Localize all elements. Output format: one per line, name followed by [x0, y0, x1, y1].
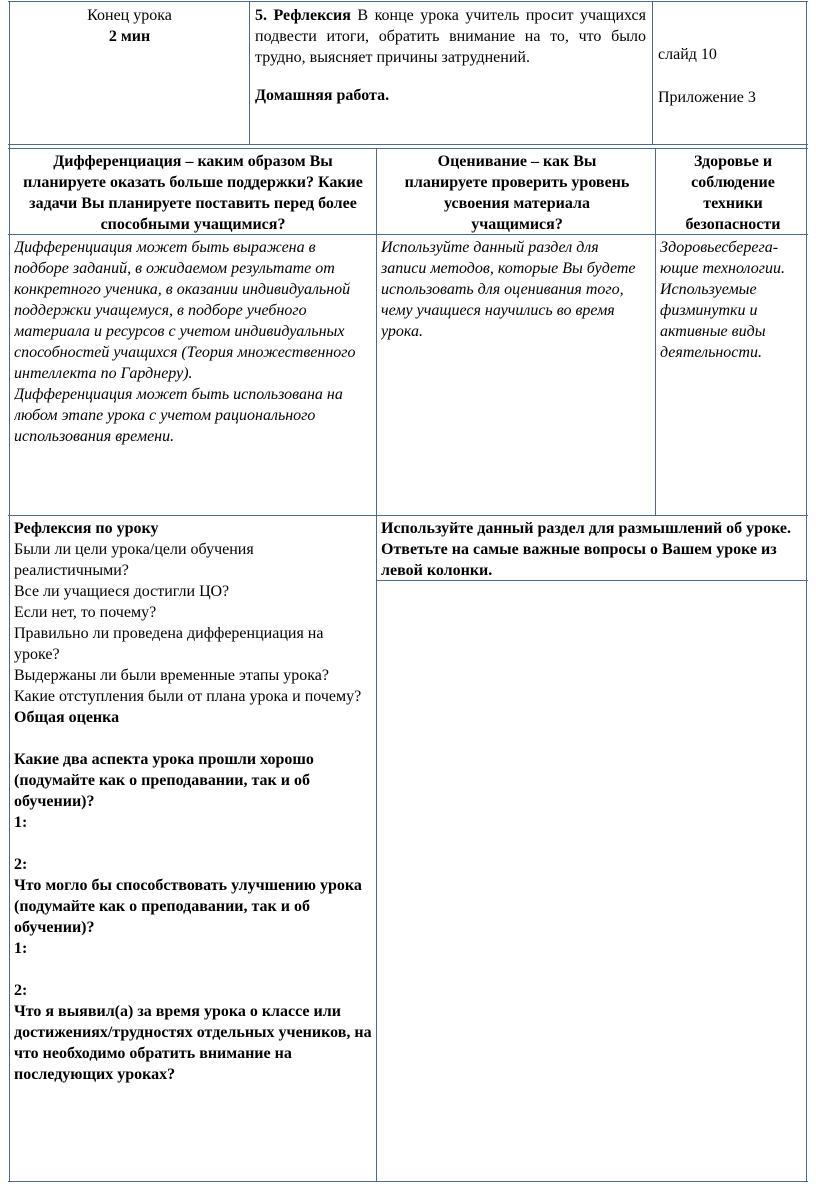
col-divider-top-1 [249, 1, 250, 144]
row-divider-1 [8, 144, 808, 145]
answer-number-2: 2: [14, 856, 28, 873]
homework-label: Домашняя работа. [255, 87, 390, 104]
health-notes: Здоровьесберегающие технологии. Используемые физминутки и активные виды деятельности. [660, 239, 785, 361]
reflection-question: Какие отступления были от плана урока и почему? [14, 688, 362, 705]
question-improve: Что могло бы способствовать улучшению урока (подумайте как о преподавании, так и об обучении)? [14, 877, 362, 936]
reflection-instruction: Используйте данный раздел для размышлений об уроке. Ответьте на самые важные вопросы о Вашем уроке из левой колонки. [381, 520, 791, 578]
row-divider-1b [8, 148, 808, 149]
col-divider-mid-1 [376, 148, 377, 1181]
reflection-question: Правильно ли проведена дифференциация на уроке? [14, 625, 324, 663]
reflection-question: Выдержаны ли были временные этапы урока? [14, 667, 329, 684]
answer-number-1: 1: [14, 940, 28, 957]
assessment-header: Оценивание – как Вы планируете проверить уровень усвоения материала учащимися? [404, 153, 630, 233]
reflection-answer-area[interactable] [379, 583, 804, 1179]
assessment-notes: Используйте данный раздел для записи методов, которые Вы будете использовать для оценивания того, чему учащиеся научились во время урока. [381, 239, 636, 340]
reflection-question: Если нет, то почему? [14, 604, 157, 621]
differentiation-header: Дифференциация – каким образом Вы планируете оказать больше поддержки? Какие задачи Вы планируете поставить перед более способными учащимися? [23, 153, 363, 233]
table-border-bottom [8, 1181, 808, 1182]
answer-number-2: 2: [14, 982, 28, 999]
col-divider-mid-2 [655, 148, 656, 515]
differentiation-notes [14, 237, 372, 513]
row-divider-2 [8, 234, 808, 235]
stage-cell [12, 5, 247, 140]
step-title: 5. Рефлексия [255, 7, 351, 24]
step-text: В конце урока учитель просит учащихся подвести итоги, обратить внимание на то, что было трудно, выясняет причины затруднений. [255, 7, 646, 66]
reflection-title: Рефлексия по уроку [14, 520, 159, 537]
lesson-plan-page [8, 0, 808, 1188]
col-divider-top-2 [652, 1, 653, 144]
step-cell [255, 5, 646, 140]
question-learned: Что я выявил(а) за время урока о классе или достижениях/трудностях отдельных учеников, на что необходимо обратить внимание на последующих уроках? [14, 1003, 372, 1083]
health-header: Здоровье и соблюдение техники безопасности [685, 153, 781, 233]
slide-ref: слайд 10 [658, 46, 717, 63]
stage-name: Конец урока [87, 7, 172, 24]
differentiation-note-2: Дифференциация может быть использована на любом этапе урока с учетом рационального использования времени. [14, 386, 343, 445]
table-border-top [8, 1, 808, 2]
reflection-question: Были ли цели урока/цели обучения реалистичными? [14, 541, 254, 579]
table-border-left [9, 1, 10, 1181]
table-border-right [806, 1, 807, 1181]
appendix-ref: Приложение 3 [658, 89, 756, 106]
reflection-question: Все ли учащиеся достигли ЦО? [14, 583, 230, 600]
resources-cell [658, 44, 803, 140]
overall-title: Общая оценка [14, 709, 120, 726]
row-divider-4 [376, 580, 808, 581]
differentiation-note-1: Дифференциация может быть выражена в подборе заданий, в ожидаемом результате от конкретного ученика, в оказании индивидуальной поддержки учащемуся, в подборе учебного материала и ресурсов с учетом индивидуальных способностей учащихся (Теория множественного интеллекта по Гарднеру). [14, 239, 356, 382]
question-went-well: Какие два аспекта урока прошли хорошо (подумайте как о преподавании, так и об обучении)? [14, 751, 314, 810]
stage-duration: 2 мин [108, 28, 151, 45]
row-divider-3 [8, 515, 808, 516]
answer-number-1: 1: [14, 814, 28, 831]
reflection-questions [14, 518, 372, 1178]
